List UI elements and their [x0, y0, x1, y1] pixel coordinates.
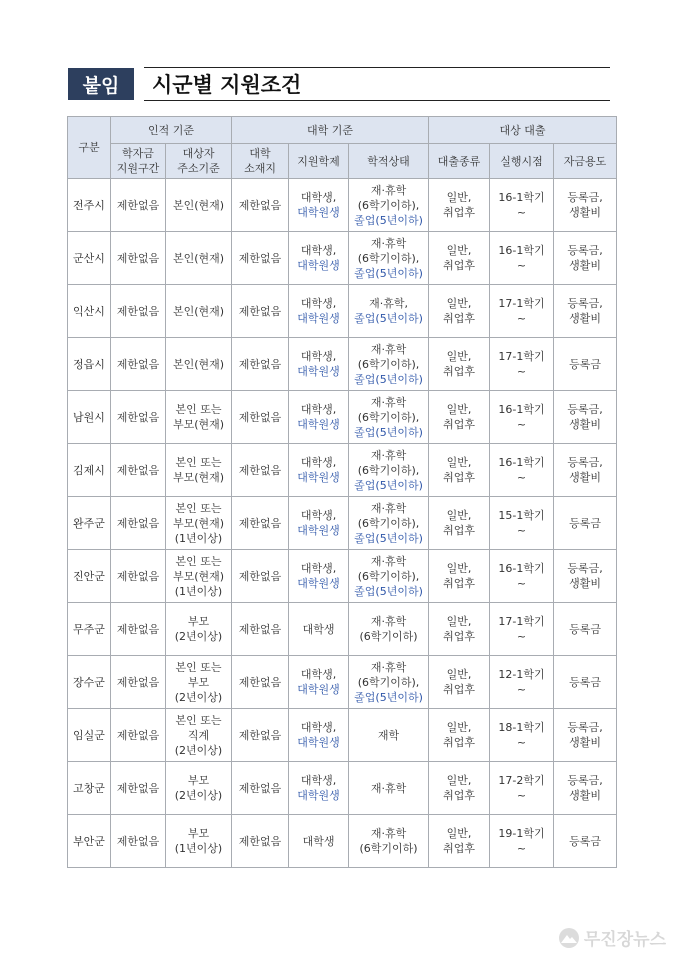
- cell-loan-type: 일반, 취업후: [429, 285, 490, 338]
- cell-city: 정읍시: [68, 338, 111, 391]
- cell-start: 16-1학기 ~: [490, 391, 554, 444]
- cell-degree: 대학생, 대학원생: [289, 338, 349, 391]
- cell-start: 17-1학기 ~: [490, 338, 554, 391]
- header-group-loan: 대상 대출: [429, 117, 617, 144]
- cell-univ-location: 제한없음: [232, 656, 289, 709]
- cell-tuition-range: 제한없음: [111, 762, 166, 815]
- cell-city: 고창군: [68, 762, 111, 815]
- header-degree: 지원학제: [289, 144, 349, 179]
- cell-use: 등록금, 생활비: [554, 550, 617, 603]
- cell-tuition-range: 제한없음: [111, 391, 166, 444]
- header-start: 실행시점: [490, 144, 554, 179]
- document-header: [68, 64, 610, 102]
- cell-tuition-range: 제한없음: [111, 550, 166, 603]
- cell-status: 재·휴학 (6학기이하): [349, 815, 429, 868]
- cell-univ-location: 제한없음: [232, 285, 289, 338]
- cell-degree: 대학생, 대학원생: [289, 550, 349, 603]
- cell-address-basis: 본인(현재): [166, 232, 232, 285]
- cell-start: 15-1학기 ~: [490, 497, 554, 550]
- cell-tuition-range: 제한없음: [111, 232, 166, 285]
- header-rule-top: [144, 67, 610, 68]
- cell-degree: 대학생, 대학원생: [289, 762, 349, 815]
- cell-univ-location: 제한없음: [232, 232, 289, 285]
- cell-start: 16-1학기 ~: [490, 444, 554, 497]
- cell-city: 군산시: [68, 232, 111, 285]
- cell-status: 재·휴학 (6학기이하), 졸업(5년이하): [349, 656, 429, 709]
- cell-status: 재·휴학 (6학기이하), 졸업(5년이하): [349, 391, 429, 444]
- header-use: 자금용도: [554, 144, 617, 179]
- cell-univ-location: 제한없음: [232, 550, 289, 603]
- cell-status: 재·휴학, 졸업(5년이하): [349, 285, 429, 338]
- cell-city: 전주시: [68, 179, 111, 232]
- header-row-columns: [68, 144, 617, 179]
- cell-city: 임실군: [68, 709, 111, 762]
- cell-status: 재·휴학 (6학기이하), 졸업(5년이하): [349, 179, 429, 232]
- table-row: [68, 762, 617, 815]
- cell-status: 재·휴학 (6학기이하), 졸업(5년이하): [349, 338, 429, 391]
- cell-use: 등록금: [554, 603, 617, 656]
- cell-degree: 대학생, 대학원생: [289, 444, 349, 497]
- cell-status: 재·휴학 (6학기이하): [349, 603, 429, 656]
- header-rule-bottom: [144, 100, 610, 101]
- header-group-univ: 대학 기준: [232, 117, 429, 144]
- cell-city: 남원시: [68, 391, 111, 444]
- cell-loan-type: 일반, 취업후: [429, 709, 490, 762]
- cell-city: 익산시: [68, 285, 111, 338]
- header-address-basis: 대상자 주소기준: [166, 144, 232, 179]
- cell-loan-type: 일반, 취업후: [429, 603, 490, 656]
- cell-loan-type: 일반, 취업후: [429, 815, 490, 868]
- table-row: [68, 815, 617, 868]
- cell-start: 17-1학기 ~: [490, 603, 554, 656]
- table-row: [68, 338, 617, 391]
- attachment-tag: 붙임: [68, 68, 134, 100]
- table-body: [68, 179, 617, 868]
- cell-status: 재·휴학 (6학기이하), 졸업(5년이하): [349, 232, 429, 285]
- cell-use: 등록금, 생활비: [554, 709, 617, 762]
- support-conditions-table: [67, 116, 617, 868]
- cell-status: 재·휴학 (6학기이하), 졸업(5년이하): [349, 550, 429, 603]
- cell-address-basis: 본인 또는 부모(현재): [166, 391, 232, 444]
- cell-univ-location: 제한없음: [232, 179, 289, 232]
- cell-city: 무주군: [68, 603, 111, 656]
- cell-address-basis: 본인 또는 직계 (2년이상): [166, 709, 232, 762]
- cell-city: 장수군: [68, 656, 111, 709]
- cell-use: 등록금: [554, 338, 617, 391]
- cell-univ-location: 제한없음: [232, 603, 289, 656]
- cell-address-basis: 본인 또는 부모(현재) (1년이상): [166, 497, 232, 550]
- cell-loan-type: 일반, 취업후: [429, 179, 490, 232]
- header-tuition-range: 학자금 지원구간: [111, 144, 166, 179]
- cell-status: 재·휴학: [349, 762, 429, 815]
- cell-address-basis: 부모 (1년이상): [166, 815, 232, 868]
- cell-address-basis: 본인(현재): [166, 285, 232, 338]
- table-row: [68, 444, 617, 497]
- cell-loan-type: 일반, 취업후: [429, 444, 490, 497]
- cell-start: 17-1학기 ~: [490, 285, 554, 338]
- header-group-person: 인적 기준: [111, 117, 232, 144]
- cell-degree: 대학생, 대학원생: [289, 232, 349, 285]
- cell-degree: 대학생: [289, 603, 349, 656]
- cell-tuition-range: 제한없음: [111, 709, 166, 762]
- cell-address-basis: 본인 또는 부모(현재) (1년이상): [166, 550, 232, 603]
- cell-univ-location: 제한없음: [232, 444, 289, 497]
- page-title: 시군별 지원조건: [152, 73, 302, 97]
- cell-loan-type: 일반, 취업후: [429, 391, 490, 444]
- cell-use: 등록금, 생활비: [554, 232, 617, 285]
- cell-degree: 대학생, 대학원생: [289, 656, 349, 709]
- cell-address-basis: 본인 또는 부모 (2년이상): [166, 656, 232, 709]
- cell-tuition-range: 제한없음: [111, 285, 166, 338]
- table-row: [68, 285, 617, 338]
- cell-tuition-range: 제한없음: [111, 179, 166, 232]
- cell-loan-type: 일반, 취업후: [429, 232, 490, 285]
- cell-address-basis: 본인(현재): [166, 338, 232, 391]
- header-loan-type: 대출종류: [429, 144, 490, 179]
- table-row: [68, 497, 617, 550]
- cell-start: 19-1학기 ~: [490, 815, 554, 868]
- table-row: [68, 656, 617, 709]
- cell-degree: 대학생, 대학원생: [289, 285, 349, 338]
- cell-city: 김제시: [68, 444, 111, 497]
- cell-degree: 대학생, 대학원생: [289, 391, 349, 444]
- cell-address-basis: 부모 (2년이상): [166, 762, 232, 815]
- cell-loan-type: 일반, 취업후: [429, 497, 490, 550]
- cell-address-basis: 본인(현재): [166, 179, 232, 232]
- cell-status: 재·휴학 (6학기이하), 졸업(5년이하): [349, 497, 429, 550]
- header-gubun: 구분: [68, 117, 111, 179]
- cell-start: 18-1학기 ~: [490, 709, 554, 762]
- cell-address-basis: 본인 또는 부모(현재): [166, 444, 232, 497]
- cell-loan-type: 일반, 취업후: [429, 762, 490, 815]
- cell-tuition-range: 제한없음: [111, 603, 166, 656]
- table-row: [68, 709, 617, 762]
- cell-use: 등록금: [554, 656, 617, 709]
- cell-tuition-range: 제한없음: [111, 497, 166, 550]
- cell-city: 부안군: [68, 815, 111, 868]
- cell-address-basis: 부모 (2년이상): [166, 603, 232, 656]
- header-status: 학적상태: [349, 144, 429, 179]
- cell-start: 16-1학기 ~: [490, 179, 554, 232]
- cell-start: 17-2학기 ~: [490, 762, 554, 815]
- cell-start: 16-1학기 ~: [490, 232, 554, 285]
- header-univ-location: 대학 소재지: [232, 144, 289, 179]
- cell-loan-type: 일반, 취업후: [429, 550, 490, 603]
- cell-city: 완주군: [68, 497, 111, 550]
- cell-univ-location: 제한없음: [232, 338, 289, 391]
- cell-univ-location: 제한없음: [232, 391, 289, 444]
- cell-use: 등록금: [554, 497, 617, 550]
- cell-tuition-range: 제한없음: [111, 444, 166, 497]
- table-row: [68, 550, 617, 603]
- cell-status: 재·휴학 (6학기이하), 졸업(5년이하): [349, 444, 429, 497]
- cell-univ-location: 제한없음: [232, 709, 289, 762]
- table-row: [68, 232, 617, 285]
- cell-loan-type: 일반, 취업후: [429, 338, 490, 391]
- watermark-text: 무진장뉴스: [583, 930, 666, 950]
- header-row-groups: [68, 117, 617, 144]
- cell-univ-location: 제한없음: [232, 762, 289, 815]
- cell-start: 16-1학기 ~: [490, 550, 554, 603]
- cell-univ-location: 제한없음: [232, 497, 289, 550]
- table-row: [68, 603, 617, 656]
- cell-use: 등록금, 생활비: [554, 391, 617, 444]
- cell-degree: 대학생, 대학원생: [289, 179, 349, 232]
- table-row: [68, 391, 617, 444]
- cell-tuition-range: 제한없음: [111, 815, 166, 868]
- cell-univ-location: 제한없음: [232, 815, 289, 868]
- cell-degree: 대학생, 대학원생: [289, 497, 349, 550]
- cell-use: 등록금, 생활비: [554, 444, 617, 497]
- cell-loan-type: 일반, 취업후: [429, 656, 490, 709]
- cell-use: 등록금, 생활비: [554, 762, 617, 815]
- mountain-logo-icon: [558, 927, 580, 949]
- cell-city: 진안군: [68, 550, 111, 603]
- table-row: [68, 179, 617, 232]
- cell-degree: 대학생: [289, 815, 349, 868]
- cell-tuition-range: 제한없음: [111, 656, 166, 709]
- cell-use: 등록금, 생활비: [554, 179, 617, 232]
- watermark: [558, 925, 666, 950]
- cell-start: 12-1학기 ~: [490, 656, 554, 709]
- cell-use: 등록금, 생활비: [554, 285, 617, 338]
- cell-use: 등록금: [554, 815, 617, 868]
- cell-tuition-range: 제한없음: [111, 338, 166, 391]
- cell-status: 재학: [349, 709, 429, 762]
- cell-degree: 대학생, 대학원생: [289, 709, 349, 762]
